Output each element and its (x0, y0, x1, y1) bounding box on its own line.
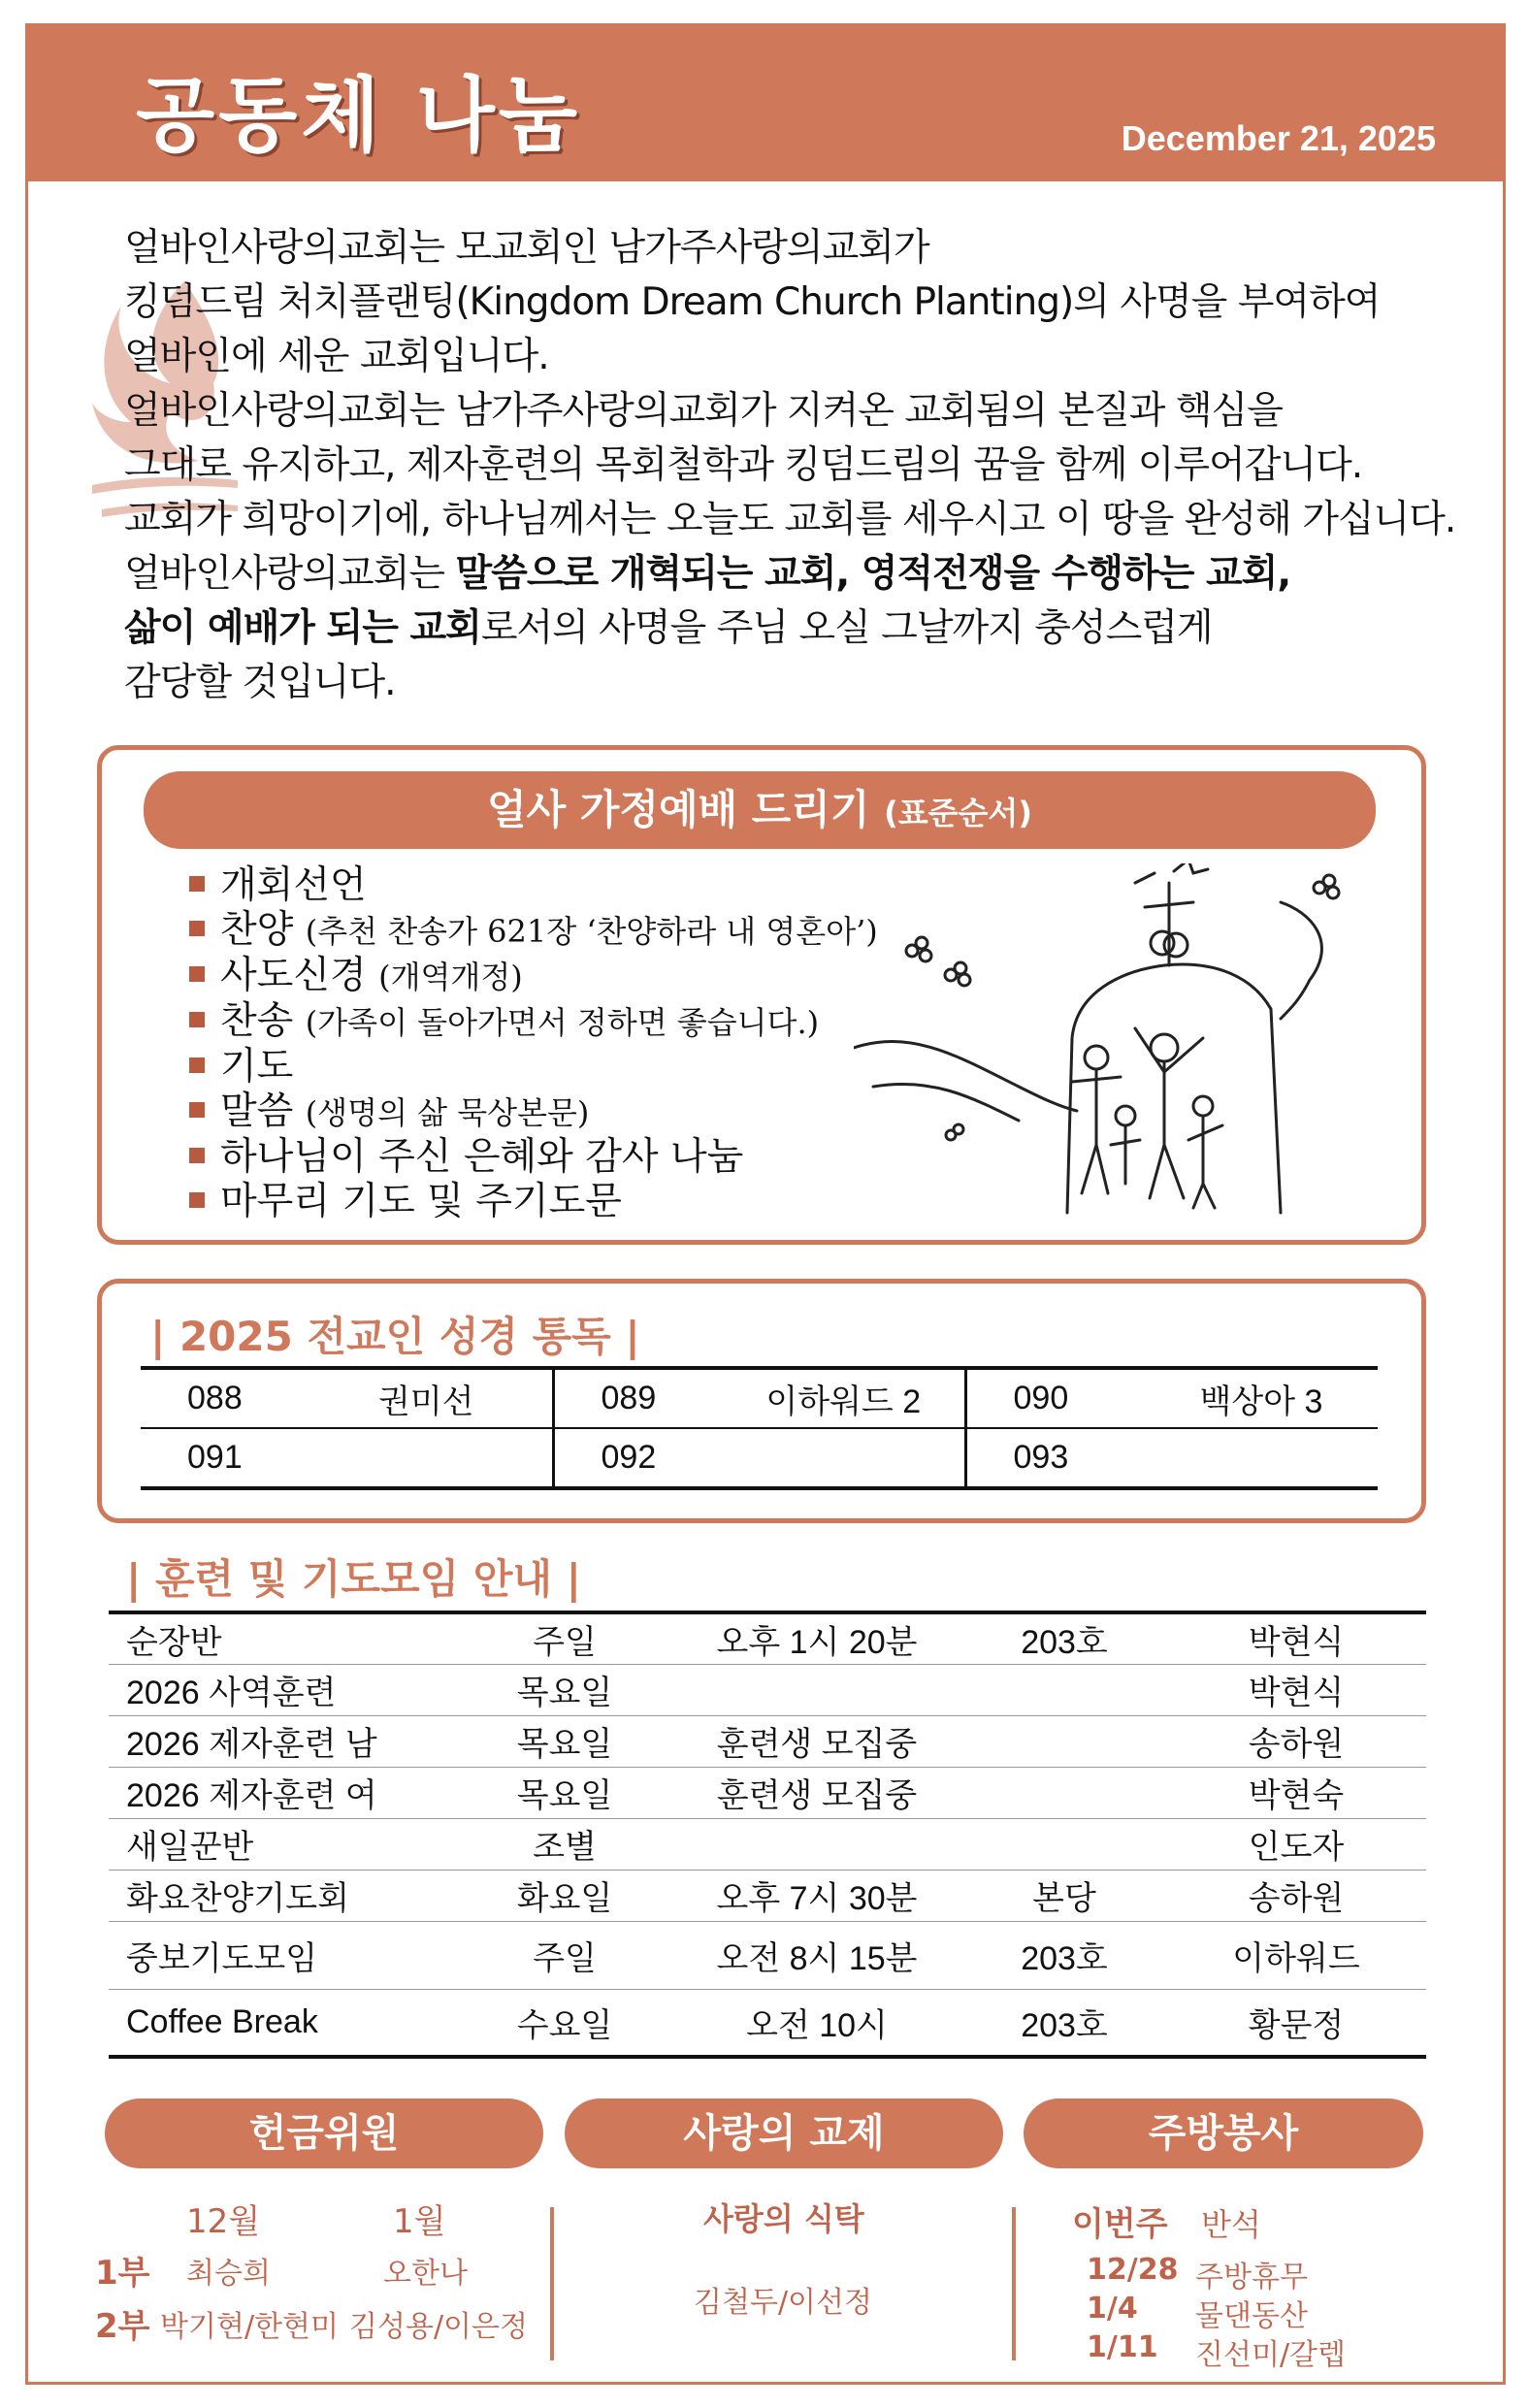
service-1-label: 1부 (95, 2254, 150, 2293)
this-week-label: 이번주 (1072, 2205, 1168, 2244)
bullet-square-icon (189, 876, 205, 892)
list-item (189, 908, 878, 954)
list-item (189, 954, 878, 999)
table-cell: 오전 8시 15분 (671, 1921, 962, 1989)
table-cell: 2026 제자훈련 남 (109, 1715, 458, 1767)
table-row (109, 1818, 1426, 1870)
list-item (189, 1090, 878, 1135)
bullet-square-icon (189, 1148, 205, 1163)
table-cell: 오후 7시 30분 (671, 1870, 962, 1921)
kitchen-date: 1/11 (1087, 2330, 1158, 2364)
offering-month-1: 12월 (186, 2202, 261, 2241)
bullet-square-icon (189, 1058, 205, 1073)
intro-text: 얼바인사랑의교회는 (124, 552, 456, 596)
service-2-dec: 박기현/한현미 (160, 2310, 339, 2344)
table-cell: 중보기도모임 (109, 1921, 458, 1989)
intro-emphasis: 삶이 예배가 되는 교회 (124, 606, 481, 650)
intro-line: 감당할 것입니다. (124, 661, 396, 704)
intro-line: 얼바인사랑의교회는 남가주사랑의교회가 지켜온 교회됨의 본질과 핵심을 (124, 389, 1283, 433)
table-cell (301, 1428, 553, 1488)
kitchen-service-title: 주방봉사 (1024, 2099, 1423, 2168)
intro-emphasis: 말씀으로 개혁되는 교회, 영적전쟁을 수행하는 교회, (455, 552, 1291, 596)
training-table (109, 1611, 1426, 2059)
list-item (189, 1135, 878, 1180)
bullet-square-icon (189, 1012, 205, 1027)
table-cell (671, 1664, 962, 1715)
service-2-jan: 김성용/이은정 (349, 2310, 528, 2344)
table-cell: 090 (965, 1368, 1145, 1428)
table-row (109, 1989, 1426, 2057)
kitchen-team: 주방휴무 (1195, 2261, 1308, 2294)
table-cell: 목요일 (458, 1767, 671, 1818)
table-cell: 목요일 (458, 1664, 671, 1715)
family-worship-subtitle: (표준순서) (884, 795, 1032, 831)
table-cell: 수요일 (458, 1989, 671, 2057)
table-cell: 박현식 (1248, 1623, 1345, 1661)
service-1-dec: 최승희 (186, 2257, 271, 2291)
table-cell (723, 1428, 965, 1488)
table-cell (962, 1818, 1166, 1870)
bullet-square-icon (189, 966, 205, 982)
bible-reading-title: | 2025 전교인 성경 통독 | (150, 1313, 640, 1360)
order-label: 기도 (220, 1045, 294, 1089)
service-1-jan: 오한나 (383, 2257, 468, 2291)
table-cell: 093 (965, 1428, 1145, 1488)
table-cell: 오후 1시 20분 (716, 1623, 918, 1661)
training-title: | 훈련 및 기도모임 안내 | (126, 1555, 581, 1603)
table-cell: 203호 (1021, 1623, 1108, 1661)
list-item (189, 1045, 878, 1090)
list-item (189, 863, 878, 908)
church-mission-statement (124, 221, 1456, 710)
list-item (189, 1180, 878, 1224)
love-table-names: 김철두/이선정 (694, 2286, 872, 2320)
intro-line: 얼바인에 세운 교회입니다. (124, 335, 549, 378)
table-cell (671, 1818, 962, 1870)
table-cell: 주일 (533, 1623, 597, 1661)
table-cell: 조별 (458, 1818, 671, 1870)
table-cell: 박현숙 (1166, 1767, 1426, 1818)
order-label: 찬양 (220, 908, 294, 952)
table-cell: 이하워드 (1166, 1921, 1426, 1989)
this-week-team: 반석 (1201, 2206, 1261, 2243)
table-cell: 089 (553, 1368, 723, 1428)
worship-order-list (189, 863, 878, 1224)
intro-line: 교회가 희망이기에, 하나님께서는 오늘도 교회를 세우시고 이 땅을 완성해 가십니다. (124, 498, 1456, 541)
page-title: 공동체 나눔 (136, 67, 581, 163)
kitchen-date: 1/4 (1087, 2292, 1138, 2326)
table-cell: 203호 (962, 1989, 1166, 2057)
intro-line: 그대로 유지하고, 제자훈련의 목회철학과 킹덤드림의 꿈을 함께 이루어갑니다. (124, 443, 1363, 487)
bullet-square-icon (189, 1102, 205, 1118)
table-row (109, 1921, 1426, 1989)
table-cell: 새일꾼반 (109, 1818, 458, 1870)
table-cell: 본당 (962, 1870, 1166, 1921)
table-cell: 092 (553, 1428, 723, 1488)
table-cell: 203호 (962, 1921, 1166, 1989)
intro-line: 얼바인사랑의교회는 모교회인 남가주사랑의교회가 (124, 226, 929, 270)
table-cell: 훈련생 모집중 (671, 1715, 962, 1767)
fellowship-title: 사랑의 교제 (565, 2099, 1003, 2168)
bullet-square-icon (189, 921, 205, 936)
table-cell (962, 1664, 1166, 1715)
kitchen-date: 12/28 (1087, 2253, 1179, 2287)
order-label: 찬송 (220, 999, 294, 1043)
table-row (109, 1664, 1426, 1715)
order-label: 말씀 (220, 1090, 294, 1133)
table-row (109, 1612, 1426, 1664)
table-row (141, 1428, 1378, 1488)
table-cell: 권미선 (377, 1383, 474, 1420)
service-2-label: 2부 (95, 2307, 150, 2346)
table-row (141, 1368, 1378, 1428)
table-cell: 훈련생 모집중 (671, 1767, 962, 1818)
offering-month-2: 1월 (393, 2202, 446, 2241)
offering-committee-title: 헌금위원 (105, 2099, 543, 2168)
table-cell: 황문정 (1166, 1989, 1426, 2057)
table-cell: 2026 사역훈련 (109, 1664, 458, 1715)
kitchen-team: 물댄동산 (1195, 2299, 1308, 2333)
section-divider (550, 2207, 554, 2360)
section-divider (1012, 2207, 1016, 2360)
table-row (109, 1767, 1426, 1818)
table-cell: 인도자 (1166, 1818, 1426, 1870)
intro-line (124, 547, 1434, 602)
table-cell: 화요찬양기도회 (109, 1870, 458, 1921)
table-cell: 오전 10시 (671, 1989, 962, 2057)
table-cell: 백상아 3 (1199, 1383, 1323, 1420)
family-church-illustration-icon (854, 863, 1358, 1222)
list-item (189, 999, 878, 1045)
order-label: 개회선언 (220, 863, 367, 907)
table-cell (962, 1767, 1166, 1818)
intro-text: 로서의 사명을 주님 오실 그날까지 충성스럽게 (480, 606, 1213, 650)
order-label: 하나님이 주신 은혜와 감사 나눔 (220, 1135, 744, 1179)
table-cell: 박현식 (1166, 1664, 1426, 1715)
table-cell: 주일 (458, 1921, 671, 1989)
intro-line: 킹덤드림 처치플랜팅(Kingdom Dream Church Planting)의 사명을 부여하여 (124, 280, 1381, 324)
table-cell: 088 (187, 1380, 243, 1416)
order-note: (개역개정) (378, 959, 523, 995)
table-cell: 화요일 (458, 1870, 671, 1921)
kitchen-team: 진선미/갈렙 (1195, 2338, 1347, 2372)
table-cell: 송하원 (1166, 1715, 1426, 1767)
table-cell (1145, 1428, 1378, 1488)
bulletin-date: December 21, 2025 (1121, 118, 1436, 158)
family-worship-heading: 얼사 가정예배 드리기 (487, 786, 870, 833)
table-cell: 순장반 (126, 1623, 222, 1661)
bullet-square-icon (189, 1192, 205, 1208)
intro-line (124, 602, 1434, 656)
order-note: (생명의 삶 묵상본문) (305, 1094, 590, 1131)
table-cell: 송하원 (1166, 1870, 1426, 1921)
table-cell: 목요일 (458, 1715, 671, 1767)
order-note: (추천 찬송가 621장 ‘찬양하라 내 영혼아’) (305, 913, 878, 950)
table-cell: Coffee Break (109, 1989, 458, 2057)
family-worship-title (144, 771, 1376, 849)
table-row (109, 1715, 1426, 1767)
table-cell: 이하워드 2 (765, 1383, 922, 1420)
bible-reading-table (141, 1366, 1378, 1490)
table-cell: 091 (141, 1428, 301, 1488)
table-row (109, 1870, 1426, 1921)
order-note: (가족이 돌아가면서 정하면 좋습니다.) (305, 1004, 820, 1041)
love-table-label: 사랑의 식탁 (703, 2200, 864, 2237)
order-label: 마무리 기도 및 주기도문 (220, 1180, 622, 1223)
table-cell: 2026 제자훈련 여 (109, 1767, 458, 1818)
table-cell (962, 1715, 1166, 1767)
order-label: 사도신경 (220, 954, 367, 997)
